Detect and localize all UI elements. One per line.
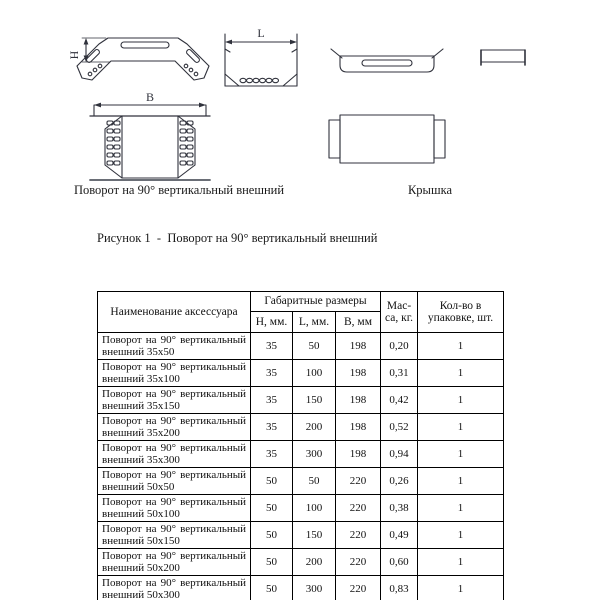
cell-h: 35 xyxy=(251,387,293,414)
col-header-mass: Мас-са, кг. xyxy=(381,292,418,333)
cell-l: 100 xyxy=(293,495,336,522)
cell-h: 35 xyxy=(251,333,293,360)
cell-h: 50 xyxy=(251,495,293,522)
col-header-dims-group: Габаритные размеры xyxy=(251,292,381,312)
cell-qty: 1 xyxy=(418,414,504,441)
table-row xyxy=(98,522,504,549)
dim-b-label: B xyxy=(145,90,155,104)
cell-h: 50 xyxy=(251,522,293,549)
col-header-qty: Кол-во в упаковке, шт. xyxy=(418,292,504,333)
cell-l: 300 xyxy=(293,441,336,468)
cell-qty: 1 xyxy=(418,387,504,414)
cell-mass: 0,94 xyxy=(381,441,418,468)
table-row xyxy=(98,333,504,360)
col-header-l: L, мм. xyxy=(293,312,336,333)
turn-plan-view-drawing xyxy=(86,92,214,186)
cell-b: 220 xyxy=(336,495,381,522)
table-row xyxy=(98,468,504,495)
turn-section-view-drawing xyxy=(213,28,309,92)
cell-mass: 0,60 xyxy=(381,549,418,576)
table-body xyxy=(98,333,504,600)
cell-qty: 1 xyxy=(418,522,504,549)
table-row xyxy=(98,495,504,522)
cell-qty: 1 xyxy=(418,360,504,387)
cell-b: 198 xyxy=(336,387,381,414)
cell-h: 50 xyxy=(251,549,293,576)
cell-h: 50 xyxy=(251,576,293,600)
cell-name: Поворот на 90° вертикальный внешний 50x300 xyxy=(98,576,251,600)
cell-h: 50 xyxy=(251,468,293,495)
cell-b: 220 xyxy=(336,576,381,600)
dim-h-label: H xyxy=(67,50,81,60)
cell-l: 200 xyxy=(293,549,336,576)
col-header-h: Н, мм. xyxy=(251,312,293,333)
table-row xyxy=(98,576,504,600)
cell-name: Поворот на 90° вертикальный внешний 35x200 xyxy=(98,414,251,441)
table-header-row-1 xyxy=(98,292,504,312)
table-row xyxy=(98,549,504,576)
cell-name: Поворот на 90° вертикальный внешний 35x50 xyxy=(98,333,251,360)
col-header-b: В, мм xyxy=(336,312,381,333)
cell-mass: 0,52 xyxy=(381,414,418,441)
cell-l: 150 xyxy=(293,387,336,414)
cell-h: 35 xyxy=(251,360,293,387)
table-row xyxy=(98,414,504,441)
cell-h: 35 xyxy=(251,441,293,468)
cell-l: 100 xyxy=(293,360,336,387)
cover-plan-view-drawing xyxy=(326,112,448,168)
cell-name: Поворот на 90° вертикальный внешний 35x100 xyxy=(98,360,251,387)
cell-name: Поворот на 90° вертикальный внешний 35x300 xyxy=(98,441,251,468)
cell-l: 200 xyxy=(293,414,336,441)
cell-b: 220 xyxy=(336,522,381,549)
cell-mass: 0,38 xyxy=(381,495,418,522)
cell-b: 198 xyxy=(336,414,381,441)
cell-name: Поворот на 90° вертикальный внешний 50x100 xyxy=(98,495,251,522)
table-row xyxy=(98,441,504,468)
dim-l-label: L xyxy=(257,26,265,40)
cell-l: 150 xyxy=(293,522,336,549)
cell-qty: 1 xyxy=(418,495,504,522)
cover-drawing-label: Крышка xyxy=(407,183,453,197)
cell-b: 220 xyxy=(336,468,381,495)
cell-mass: 0,42 xyxy=(381,387,418,414)
cover-side-view-drawing xyxy=(326,46,448,80)
cell-name: Поворот на 90° вертикальный внешний 50x50 xyxy=(98,468,251,495)
cell-name: Поворот на 90° вертикальный внешний 50x150 xyxy=(98,522,251,549)
cell-mass: 0,83 xyxy=(381,576,418,600)
cell-mass: 0,49 xyxy=(381,522,418,549)
cell-qty: 1 xyxy=(418,576,504,600)
spec-table xyxy=(97,291,504,600)
cell-name: Поворот на 90° вертикальный внешний 35x150 xyxy=(98,387,251,414)
cell-b: 198 xyxy=(336,441,381,468)
cell-l: 300 xyxy=(293,576,336,600)
cell-qty: 1 xyxy=(418,441,504,468)
cell-b: 198 xyxy=(336,360,381,387)
figure-caption: Рисунок 1 - Поворот на 90° вертикальный внешний xyxy=(97,231,378,245)
cell-h: 35 xyxy=(251,414,293,441)
cell-mass: 0,26 xyxy=(381,468,418,495)
cell-l: 50 xyxy=(293,333,336,360)
table-row xyxy=(98,387,504,414)
table-row xyxy=(98,360,504,387)
cell-name: Поворот на 90° вертикальный внешний 50x200 xyxy=(98,549,251,576)
col-header-name: Наименование аксессуара xyxy=(98,292,251,333)
cell-b: 198 xyxy=(336,333,381,360)
cell-qty: 1 xyxy=(418,333,504,360)
cell-mass: 0,20 xyxy=(381,333,418,360)
cell-qty: 1 xyxy=(418,468,504,495)
cover-end-view-drawing xyxy=(477,46,529,68)
turn-front-view-drawing xyxy=(66,28,218,92)
turn-drawing-label: Поворот на 90° вертикальный внешний xyxy=(73,183,285,197)
cell-mass: 0,31 xyxy=(381,360,418,387)
cell-qty: 1 xyxy=(418,549,504,576)
cell-l: 50 xyxy=(293,468,336,495)
cell-b: 220 xyxy=(336,549,381,576)
